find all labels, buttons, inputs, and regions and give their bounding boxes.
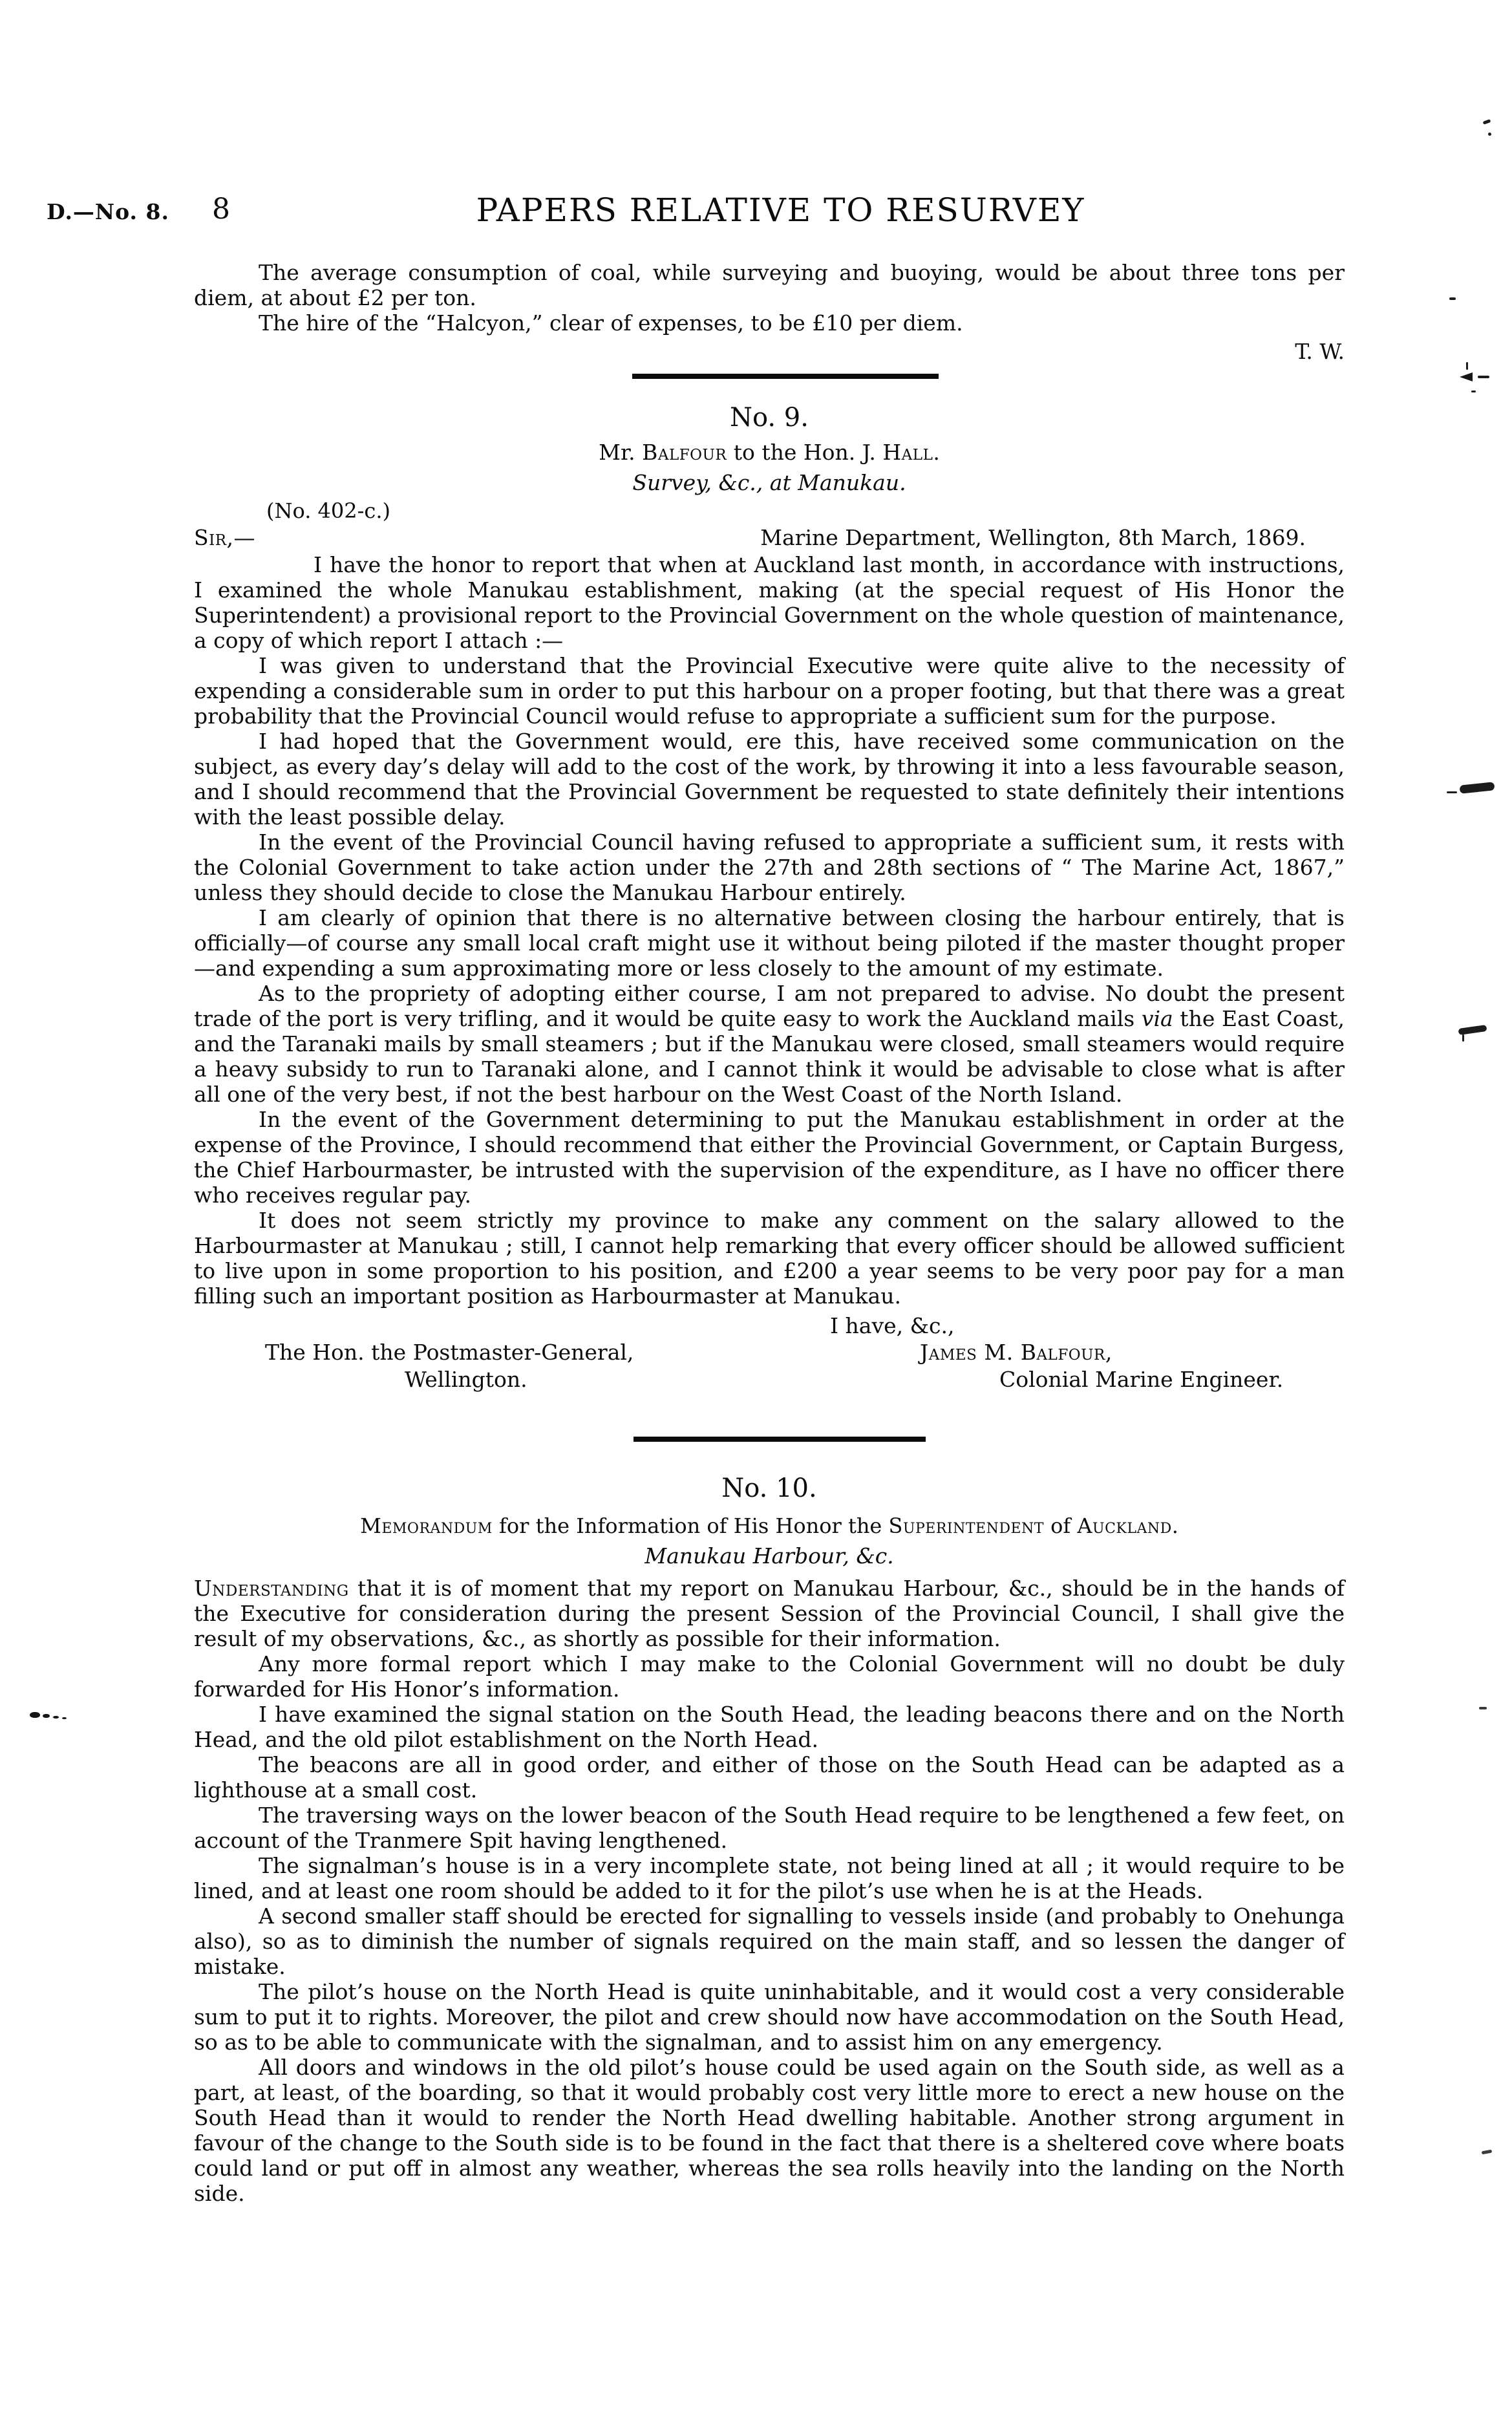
letter-reference-number: (No. 402-c.) [266, 498, 390, 523]
letter-paragraph: In the event of the Provincial Council having refused to appropriate a sufficient sum, it rests with the Colonial Government to take action under the 27th and 28th sections of “ The Marine Act, 1867,” unless they should decide to close the Manukau Harbour entirely. [194, 830, 1345, 905]
memo-paragraph: The signalman’s house is in a very incomplete state, not being lined at all ; it would require to be lined, and at least one room should be added to it for the pilot’s use when he is at the Heads. [194, 1853, 1345, 1903]
letter-paragraph: I was given to understand that the Provincial Executive were quite alive to the necessity of expending a considerable sum in order to put this harbour on a proper footing, but that there was a great probability that the Provincial Council would refuse to appropriate a sufficient sum for the purpose. [194, 653, 1345, 729]
margin-pencil-mark [1479, 1707, 1487, 1709]
margin-pencil-mark [1458, 1025, 1487, 1035]
section-divider-rule [634, 1437, 926, 1442]
memo-title-text: for the Information of His Honor the [492, 1514, 889, 1538]
memo-paragraph [194, 1576, 1345, 1651]
signature-name: James M. Balfour, [920, 1340, 1113, 1365]
intro-paragraph: The hire of the “Halcyon,” clear of expenses, to be £10 per diem. [259, 310, 963, 336]
letter-number-heading: No. 9. [730, 403, 809, 433]
letter-parties-line [194, 440, 1345, 466]
page-header [0, 191, 1512, 243]
letter-paragraph: In the event of the Government determining to put the Manukau establishment in order at the expense of the Province, I should recommend that either the Provincial Government, or Captain Burgess, the Chief Harbourmaster, be intrusted with the supervision of the expenditure, as I have no officer there who receives regular pay. [194, 1107, 1345, 1208]
signature-row [194, 1340, 1345, 1367]
memo-paragraph: A second smaller staff should be erected for signalling to vessels inside (and probably to Onehunga also), so as to diminish the number of signals required on the main staff, and so lessen the danger of mistake. [194, 1903, 1345, 1979]
intro-paragraph: The average consumption of coal, while surveying and buoying, would be about three tons per diem, at about £2 per ton. [194, 260, 1345, 310]
memo-title-text: . [1171, 1514, 1178, 1538]
memo-paragraph: All doors and windows in the old pilot’s house could be used again on the South side, as well as a part, at least, of the boarding, so that it would probably cost very little more to erect a new house on the South Head than it would to render the North Head dwelling habitable. Another strong argument in favour of the change to the South side is to be found in the fact that there is a sheltered cove where boats could land or put off in almost any weather, whereas the sea rolls heavily into the landing on the North side. [194, 2055, 1345, 2206]
parties-name: Hall [882, 440, 933, 465]
margin-scribble [30, 1711, 75, 1721]
parties-name: Balfour [642, 440, 727, 465]
salutation-row [194, 525, 1345, 551]
letter-body [194, 552, 1345, 1309]
memo-subject-line: Manukau Harbour, &c. [644, 1543, 894, 1569]
addressee-line: The Hon. the Postmaster-General, [265, 1340, 634, 1365]
margin-pencil-mark [1482, 2150, 1493, 2155]
paragraph-text: that it is of moment that my report on Manukau Harbour, &c., should be in the hands of the Executive for consideration during the present Session of the Provincial Council, I shall give the result of my observations, &c., as shortly as possible for their information. [194, 1576, 1345, 1651]
page-title: PAPERS RELATIVE TO RESURVEY [476, 191, 1085, 229]
memo-paragraph: The pilot’s house on the North Head is quite uninhabitable, and it would cost a very considerable sum to put it to rights. Moreover, the pilot and crew should now have accommodation on the South Head, so as to be able to communicate with the signalman, and to assist him on any emergency. [194, 1979, 1345, 2055]
margin-pencil-mark [1462, 1034, 1464, 1042]
memo-paragraph: The beacons are all in good order, and either of those on the South Head can be adapted as a lighthouse at a small cost. [194, 1752, 1345, 1803]
margin-pencil-mark [1471, 391, 1476, 392]
letter-subject-line: Survey, &c., at Manukau. [632, 470, 906, 495]
letter-closing: I have, &c., [830, 1313, 955, 1338]
memo-title-smallcaps: Auckland [1077, 1514, 1172, 1538]
page-number: 8 [212, 193, 230, 226]
memo-paragraph: The traversing ways on the lower beacon of the South Head require to be lengthened a few feet, on account of the Tranmere Spit having lengthened. [194, 1803, 1345, 1853]
margin-pencil-mark [1447, 791, 1457, 793]
margin-pencil-mark [1449, 297, 1456, 300]
salutation: Sir,— [194, 525, 255, 550]
memo-title-smallcaps: Superintendent [888, 1514, 1044, 1538]
dateline: Marine Department, Wellington, 8th March, 1869. [760, 525, 1306, 550]
paragraph-text: the East Coast, and the Taranaki mails by small steamers ; but if the Manukau were closed, small steamers would require a heavy subsidy to run to Taranaki alone, and I cannot think it would be advisable to close what is after all one of the very best, if not the best harbour on the West Coast of the North Island. [194, 1006, 1345, 1107]
previous-letter-tail [194, 260, 1345, 336]
letter-paragraph: I am clearly of opinion that there is no alternative between closing the harbour entirely, that is officially—of course any small local craft might use it without being piloted if the master thought proper—and expending a sum approximating more or less closely to the amount of my estimate. [194, 905, 1345, 981]
parties-text: Mr. [599, 440, 643, 465]
memo-paragraph: Any more formal report which I may make to the Colonial Government will no doubt be duly forwarded for His Honor’s information. [194, 1651, 1345, 1702]
parties-text: to the Hon. J. [727, 440, 883, 465]
letter-paragraph: It does not seem strictly my province to make any comment on the salary allowed to the Harbourmaster at Manukau ; still, I cannot help remarking that every officer should be allowed sufficient to live upon in some proportion to his position, and £200 a year seems to be very poor pay for a man filling such an important position as Harbourmaster at Manukau. [194, 1208, 1345, 1309]
margin-pencil-mark [1466, 362, 1468, 370]
margin-pencil-mark [1459, 782, 1495, 794]
letter-paragraph: I have the honor to report that when at Auckland last month, in accordance with instructions, I examined the whole Manukau establishment, making (at the special request of His Honor the Superintendent) a provisional report to the Provincial Government on the whole question of maintenance, a copy of which report I attach :— [194, 552, 1345, 653]
margin-pencil-mark [1483, 119, 1491, 125]
memo-paragraph: I have examined the signal station on the South Head, the leading beacons there and on the North Head, and the old pilot establishment on the North Head. [194, 1702, 1345, 1752]
document-reference: D.—No. 8. [47, 199, 169, 224]
memo-title-text: of [1043, 1514, 1078, 1538]
addressee-line: Wellington. [405, 1367, 527, 1392]
signature-row [194, 1367, 1345, 1394]
paragraph-lead-word: Understanding [194, 1576, 349, 1601]
margin-pencil-mark [1488, 133, 1491, 136]
letter-no-9 [194, 402, 1345, 1394]
memo-number-heading: No. 10. [721, 1473, 817, 1503]
paragraph-italic-word: via [1141, 1006, 1173, 1031]
paragraph-text: As to the propriety of adopting either course, I am not prepared to advise. No doubt the present trade of the port is very trifling, and it would be quite easy to work the Auckland mails [194, 981, 1345, 1031]
section-divider-rule [632, 374, 939, 379]
memo-title-smallcaps: Memorandum [360, 1514, 493, 1538]
margin-arrow-mark [1460, 372, 1473, 381]
margin-pencil-mark [1478, 376, 1489, 378]
memorandum-no-10 [194, 1473, 1345, 2206]
memo-body [194, 1576, 1345, 2206]
memo-title-line [194, 1513, 1345, 1539]
parties-text: . [933, 440, 940, 465]
signature-title: Colonial Marine Engineer. [999, 1367, 1284, 1392]
letter-paragraph [194, 981, 1345, 1107]
initials-signature: T. W. [1295, 339, 1345, 364]
letter-paragraph: I had hoped that the Government would, ere this, have received some communication on the subject, as every day’s delay will add to the cost of the work, by throwing it into a less favourable season, and I should recommend that the Provincial Government be requested to state definitely their intentions with the least possible delay. [194, 729, 1345, 830]
